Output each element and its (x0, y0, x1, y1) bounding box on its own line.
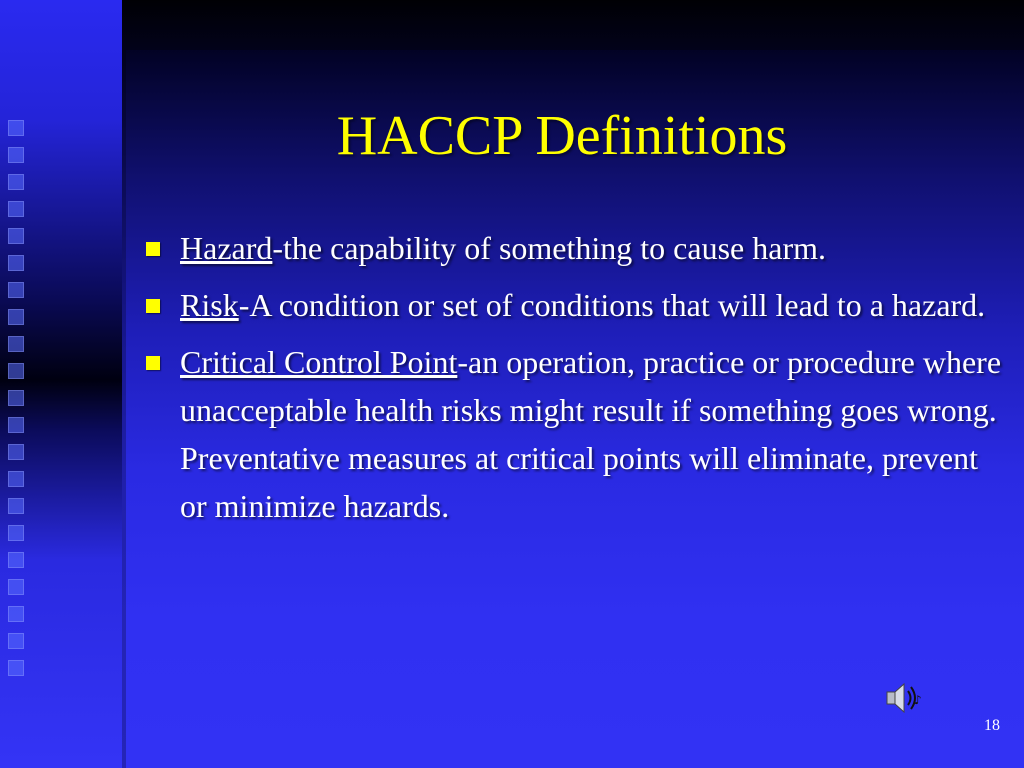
decorative-square (8, 255, 24, 271)
definition-term: Risk (180, 287, 239, 323)
definition-text: -A condition or set of conditions that will lead to a hazard. (238, 287, 986, 323)
decorative-square (8, 120, 24, 136)
decorative-square (8, 309, 24, 325)
slide-number: 18 (984, 717, 1000, 734)
definition-item (142, 224, 1002, 272)
decorative-square (8, 417, 24, 433)
decorative-square (8, 363, 24, 379)
svg-text:♪: ♪ (914, 693, 922, 707)
square-bullet-icon (146, 299, 160, 313)
decorative-square (8, 552, 24, 568)
left-decorative-band (0, 0, 122, 768)
speaker-sound-icon[interactable] (884, 680, 924, 716)
decorative-square (8, 471, 24, 487)
top-dark-bar (122, 0, 1024, 50)
decorative-square (8, 228, 24, 244)
decorative-square (8, 336, 24, 352)
decorative-square (8, 525, 24, 541)
decorative-square (8, 606, 24, 622)
definition-item (142, 281, 1002, 329)
decorative-square (8, 390, 24, 406)
definition-term: Hazard (180, 230, 273, 266)
definition-text: -the capability of something to cause harm. (272, 230, 826, 266)
decorative-square (8, 201, 24, 217)
definition-item (142, 338, 1002, 530)
decorative-square (8, 147, 24, 163)
decorative-square (8, 579, 24, 595)
decorative-square (8, 660, 24, 676)
decorative-square (8, 498, 24, 514)
square-bullet-icon (146, 356, 160, 370)
definition-term: Critical Control Point (180, 344, 458, 380)
square-bullet-icon (146, 242, 160, 256)
decorative-square (8, 633, 24, 649)
slide-title: HACCP Definitions (336, 105, 788, 167)
definition-list (142, 224, 1002, 539)
decorative-squares (8, 120, 24, 687)
decorative-square (8, 174, 24, 190)
definition-text: -an operation, practice or procedure where unacceptable health risks might result if something goes wrong. Preventative measures at critical points will eliminate, prevent or minimize hazards. (180, 344, 1002, 524)
decorative-square (8, 444, 24, 460)
decorative-square (8, 282, 24, 298)
